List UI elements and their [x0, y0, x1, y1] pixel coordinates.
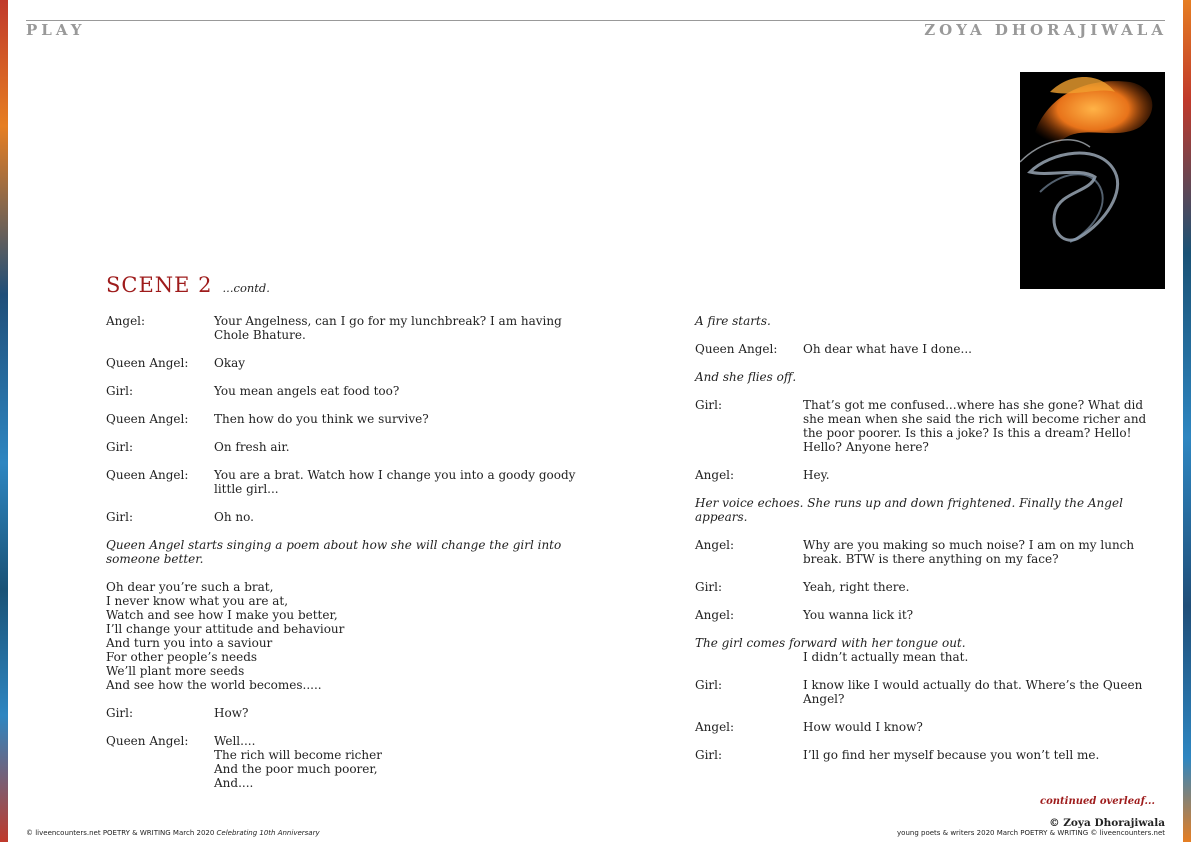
dialogue: That’s got me confused...where has she gone? What did she mean when she said the rich will become richer and the poor poorer. Is this a joke? Is this a dream? Hello! Hello? Anyone here?	[803, 398, 1147, 454]
dialogue: Your Angelness, can I go for my lunchbreak? I am having Chole Bhature.	[214, 314, 562, 342]
dialogue-line	[106, 468, 576, 496]
poem	[106, 580, 576, 692]
dialogue: Oh no.	[214, 510, 254, 524]
poem-line: And see how the world becomes.....	[106, 678, 322, 692]
dialogue-line	[695, 398, 1155, 454]
fire-smoke-photo	[1020, 72, 1165, 289]
dialogue: You are a brat. Watch how I change you into a goody goody little girl...	[214, 468, 576, 496]
dialogue-line	[695, 342, 1155, 356]
speaker: Girl:	[106, 384, 134, 398]
stage-direction: Queen Angel starts singing a poem about how she will change the girl into someone better.	[106, 538, 562, 566]
poem-line: And turn you into a saviour	[106, 636, 273, 650]
continued-note: continued overleaf...	[1040, 796, 1155, 807]
speaker: Girl:	[695, 678, 723, 692]
stage-direction: And she flies off.	[695, 370, 797, 384]
stage-direction: The girl comes forward with her tongue out.	[695, 636, 966, 650]
dialogue: Why are you making so much noise? I am on my lunch break. BTW is there anything on my face?	[803, 538, 1135, 566]
speaker: Queen Angel:	[695, 342, 778, 356]
dialogue	[214, 734, 576, 790]
stage-direction: Her voice echoes. She runs up and down frightened. Finally the Angel appears.	[695, 496, 1123, 524]
poem-line: Oh dear you’re such a brat,	[106, 580, 274, 594]
dialogue-line	[106, 734, 576, 790]
decorative-left-border	[0, 0, 8, 842]
dialogue-line	[106, 356, 576, 370]
speaker: Girl:	[695, 580, 723, 594]
speaker: Girl:	[106, 706, 134, 720]
dialogue-line	[695, 748, 1155, 762]
speaker: Queen Angel:	[106, 468, 189, 482]
dialogue-line	[695, 468, 1155, 482]
speaker: Girl:	[695, 748, 723, 762]
section-label: PLAY	[26, 21, 86, 39]
speaker: Queen Angel:	[106, 734, 189, 748]
poem-line: We’ll plant more seeds	[106, 664, 245, 678]
dialogue-line	[695, 580, 1155, 594]
dialogue-line	[695, 678, 1155, 706]
speaker: Angel:	[695, 720, 735, 734]
stage-direction: A fire starts.	[695, 314, 771, 328]
speaker: Queen Angel:	[106, 412, 189, 426]
dialogue-line	[695, 538, 1155, 566]
speaker: Angel:	[695, 608, 735, 622]
speaker: Angel:	[106, 314, 146, 328]
dialogue: Then how do you think we survive?	[214, 412, 429, 426]
scene-title: SCENE 2	[106, 273, 213, 297]
dialogue-subline: And the poor much poorer,	[214, 762, 378, 776]
dialogue-line	[695, 608, 1155, 622]
dialogue-line	[106, 510, 576, 524]
dialogue-continuation: I didn’t actually mean that.	[803, 650, 969, 664]
speaker: Girl:	[106, 510, 134, 524]
poem-line: Watch and see how I make you better,	[106, 608, 338, 622]
speaker: Girl:	[106, 440, 134, 454]
author-name-header: ZOYA DHORAJIWALA	[924, 21, 1167, 39]
dialogue-line	[695, 720, 1155, 734]
dialogue: You mean angels eat food too?	[214, 384, 400, 398]
dialogue: Hey.	[803, 468, 830, 482]
dialogue-line	[106, 706, 576, 720]
speaker: Angel:	[695, 468, 735, 482]
dialogue-line	[106, 314, 576, 342]
dialogue-line	[106, 412, 576, 426]
dialogue: Okay	[214, 356, 246, 370]
script-left-column	[106, 314, 576, 804]
poem-line: I never know what you are at,	[106, 594, 289, 608]
script-right-column	[695, 314, 1155, 776]
footer-left-text: © liveencounters.net POETRY & WRITING March 2020	[26, 829, 215, 837]
dialogue-line	[106, 440, 576, 454]
dialogue: On fresh air.	[214, 440, 290, 454]
footer-left-italic: Celebrating 10th Anniversary	[216, 829, 320, 837]
dialogue: You wanna lick it?	[803, 608, 914, 622]
speaker: Queen Angel:	[106, 356, 189, 370]
dialogue: How?	[214, 706, 249, 720]
footer-right: young poets & writers 2020 March POETRY & WRITING © liveencounters.net	[897, 829, 1165, 837]
dialogue: Yeah, right there.	[803, 580, 910, 594]
dialogue-subline: And....	[214, 776, 254, 790]
dialogue-subline: Well....	[214, 734, 256, 748]
footer-left	[26, 829, 320, 837]
author-credit: © Zoya Dhorajiwala	[1049, 817, 1165, 829]
speaker: Girl:	[695, 398, 723, 412]
scene-contd: ...contd.	[222, 281, 270, 295]
poem-line: For other people’s needs	[106, 650, 258, 664]
speaker: Angel:	[695, 538, 735, 552]
scene-heading	[106, 273, 270, 297]
dialogue: I know like I would actually do that. Where’s the Queen Angel?	[803, 678, 1143, 706]
dialogue-line	[106, 384, 576, 398]
poem-line: I’ll change your attitude and behaviour	[106, 622, 345, 636]
decorative-right-border	[1183, 0, 1191, 842]
dialogue: I’ll go find her myself because you won’t tell me.	[803, 748, 1100, 762]
dialogue: Oh dear what have I done...	[803, 342, 972, 356]
dialogue-subline: The rich will become richer	[214, 748, 382, 762]
dialogue: How would I know?	[803, 720, 923, 734]
